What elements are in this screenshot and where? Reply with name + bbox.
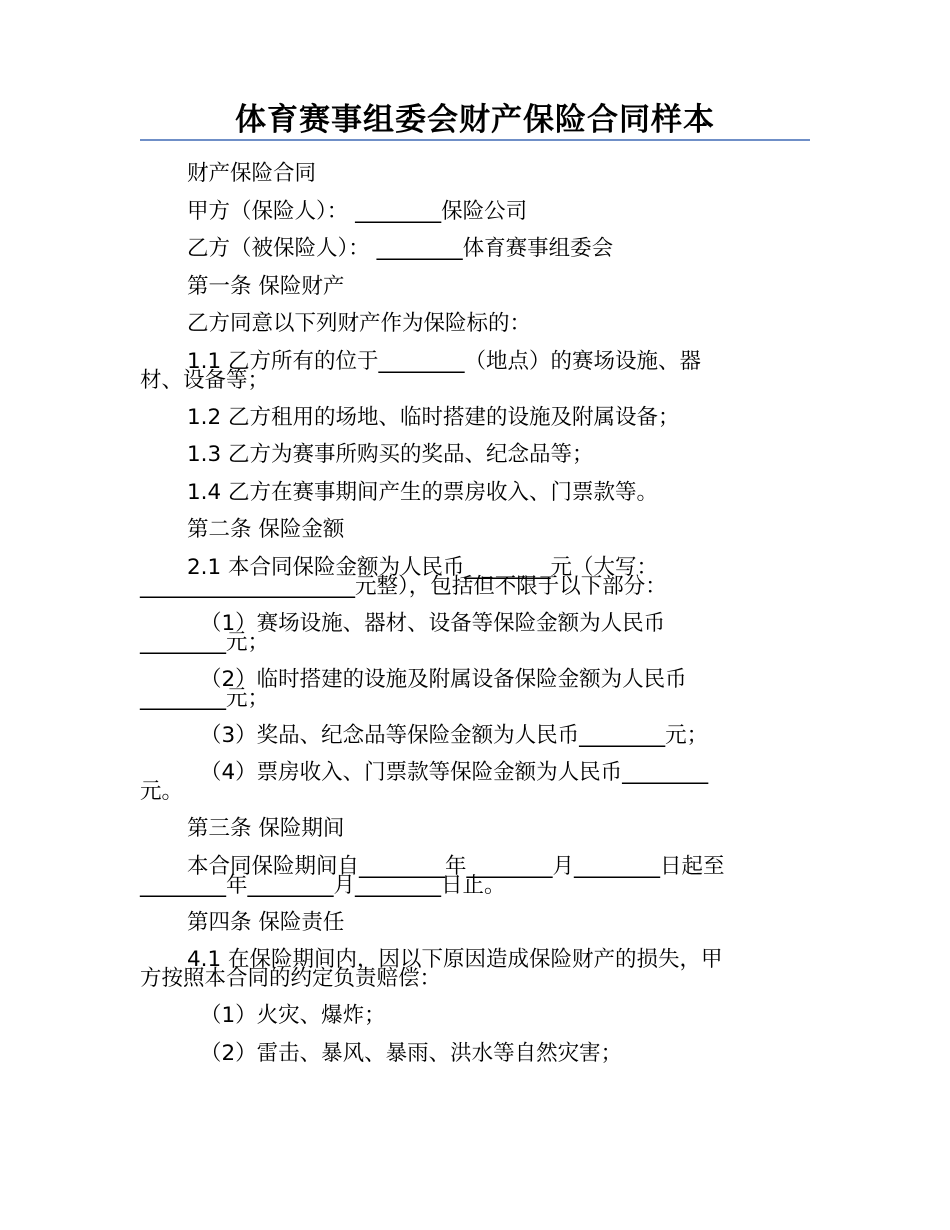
paragraph: 1.3 乙方为赛事所购买的奖品、纪念品等； — [187, 442, 594, 467]
paragraph: 第三条 保险期间 — [187, 816, 345, 841]
paragraph-line: 本合同保险期间自________年________月________日起至 — [187, 853, 725, 879]
title-underline — [140, 139, 810, 141]
paragraph: 乙方（被保险人）： ________体育赛事组委会 — [187, 236, 614, 261]
paragraph-wrapped — [140, 941, 805, 997]
paragraph-line: 材、设备等； — [140, 367, 270, 393]
paragraph-wrapped — [140, 661, 805, 717]
paragraph: 乙方同意以下列财产作为保险标的： — [187, 311, 532, 336]
paragraph: 甲方（保险人）： ________保险公司 — [187, 198, 528, 224]
paragraph-line: ________年________月________日止。 — [140, 872, 506, 898]
paragraph: 第一条 保险财产 — [187, 273, 345, 299]
paragraph: （3）奖品、纪念品等保险金额为人民币________元； — [200, 722, 709, 748]
paragraph: 1.2 乙方租用的场地、临时搭建的设施及附属设备； — [187, 404, 680, 430]
paragraph-line: 1.1 乙方所有的位于________（地点）的赛场设施、器 — [187, 348, 702, 374]
paragraph-line: （4）票房收入、门票款等保险金额为人民币________ — [200, 760, 709, 785]
paragraph: （1）火灾、爆炸； — [200, 1003, 386, 1028]
paragraph-line: （1）赛场设施、器材、设备等保险金额为人民币 — [200, 610, 666, 636]
paragraph: 1.4 乙方在赛事期间产生的票房收入、门票款等。 — [187, 479, 659, 505]
paragraph-wrapped — [140, 549, 805, 605]
document-title: 体育赛事组委会财产保险合同样本 — [235, 102, 715, 138]
paragraph-line: 元。 — [140, 779, 184, 804]
paragraph-line: ________元； — [140, 629, 270, 655]
paragraph: 第二条 保险金额 — [187, 517, 345, 542]
paragraph-line: 2.1 本合同保险金额为人民币________元（大写： — [187, 554, 659, 580]
paragraph: 第四条 保险责任 — [187, 909, 345, 935]
paragraph-wrapped — [140, 605, 805, 661]
paragraph-wrapped — [140, 848, 805, 904]
paragraph: （2）雷击、暴风、暴雨、洪水等自然灾害； — [200, 1040, 623, 1066]
paragraph-line: ________元； — [140, 685, 270, 711]
document-body — [140, 155, 805, 1072]
paragraph-wrapped — [140, 343, 805, 399]
paragraph: 财产保险合同 — [187, 161, 317, 186]
paragraph-line: （2）临时搭建的设施及附属设备保险金额为人民币 — [200, 666, 687, 692]
paragraph-line: ____________________元整），包括但不限于以下部分： — [140, 573, 667, 599]
paragraph-wrapped — [140, 754, 805, 810]
paragraph-line: 方按照本合同的约定负责赔偿： — [140, 966, 442, 991]
paragraph-line: 4.1 在保险期间内，因以下原因造成保险财产的损失，甲 — [187, 947, 723, 972]
